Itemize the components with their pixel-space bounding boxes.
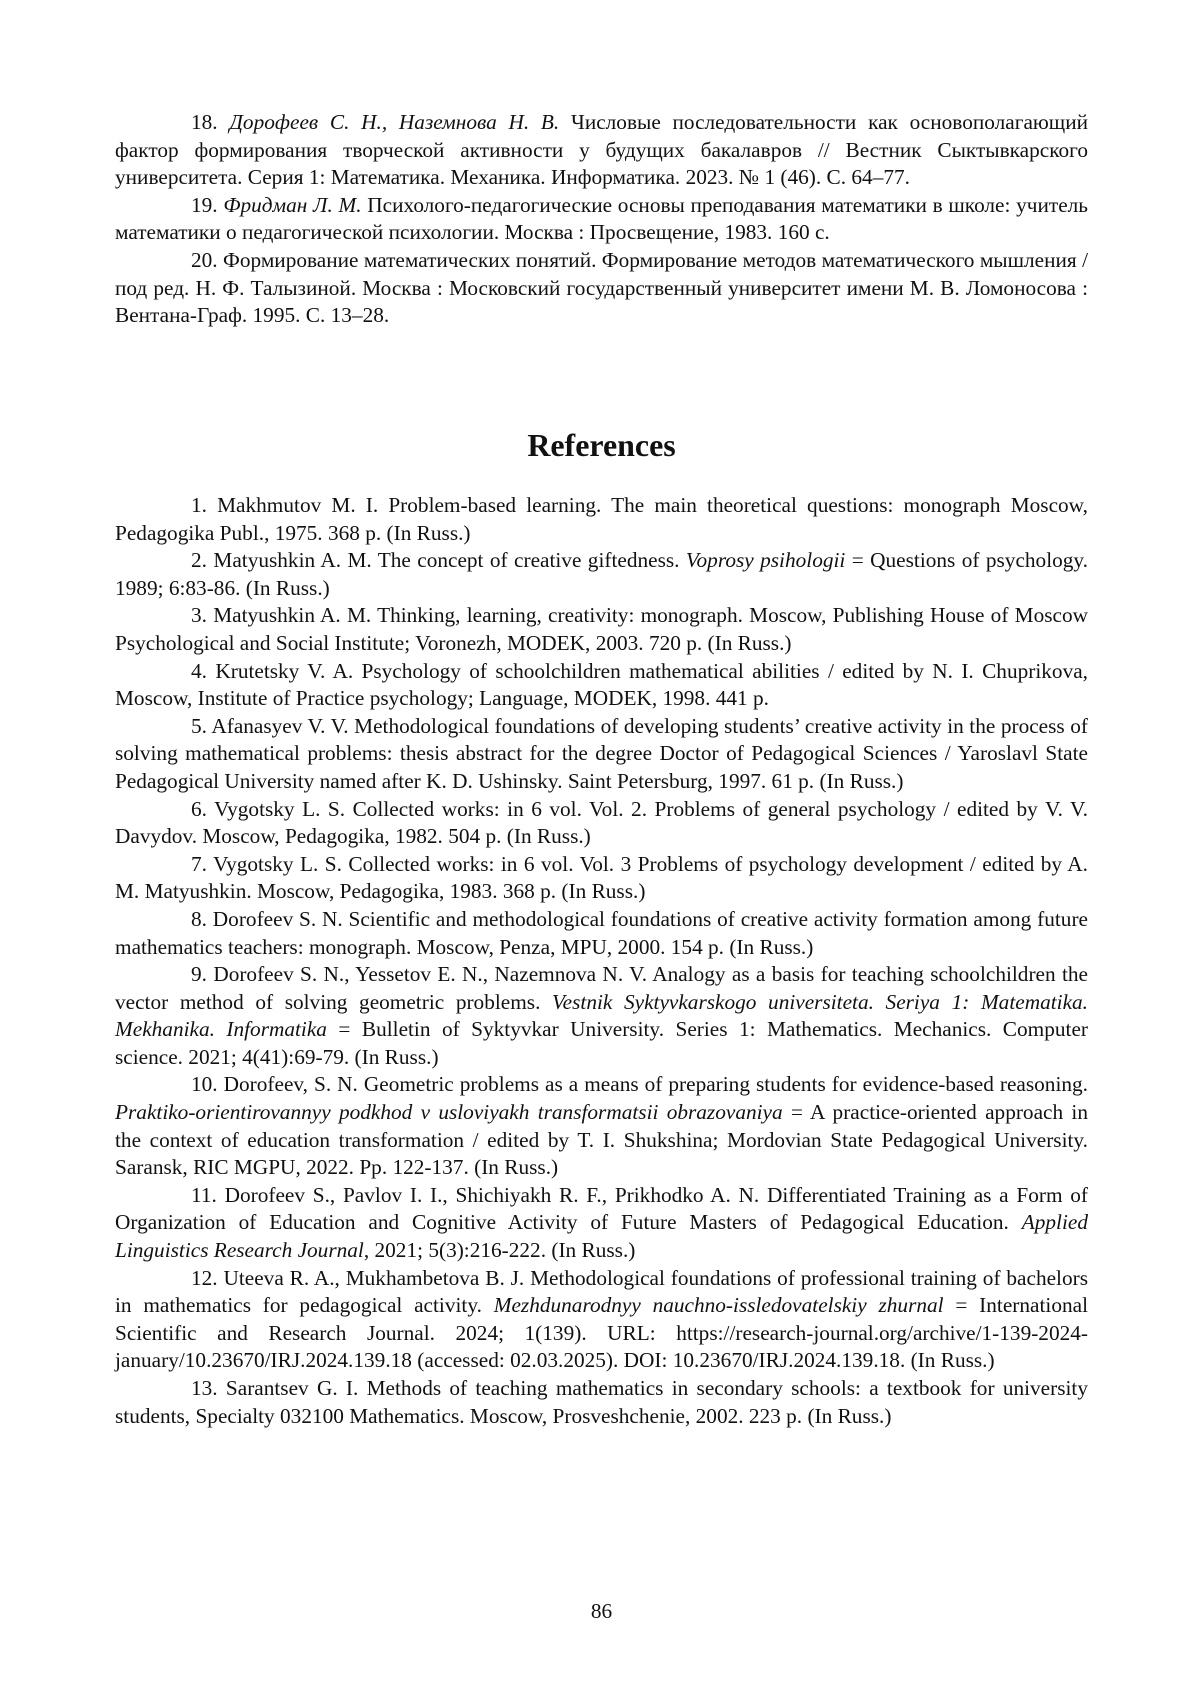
- reference-text: Uteeva R. A., Mukhambetova B. J. Methodological foundations of professional training of bachelors in mathematics for pedagogical activity.: [115, 1265, 1088, 1318]
- reference-en-8: [115, 906, 1088, 961]
- reference-italic: Mezhdunarodnyy nauchno-issledovatelskiy zhurnal: [493, 1293, 944, 1318]
- reference-en-1: [115, 492, 1088, 547]
- reference-text: Dorofeev S., Pavlov I. I., Shichiyakh R. F., Prikhodko A. N. Differentiated Training as a Form of Organization of Education and Cognitive Activity of Future Masters of Pedagogical Education.: [115, 1182, 1088, 1235]
- reference-number: 2.: [191, 548, 207, 573]
- reference-en-7: [115, 851, 1088, 906]
- reference-text: Vygotsky L. S. Collected works: in 6 vol. Vol. 2. Problems of general psychology / edited by V. V. Davydov. Moscow, Pedagogika, 1982. 504 p. (In Russ.): [115, 796, 1088, 849]
- reference-authors: Дорофеев С. Н., Наземнова Н. В.: [229, 110, 560, 134]
- reference-en-10: [115, 1071, 1088, 1181]
- reference-text: Sarantsev G. I. Methods of teaching mathematics in secondary schools: a textbook for university students, Specialty 032100 Mathematics. Moscow, Prosveshchenie, 2002. 223 p. (In Russ.): [115, 1376, 1088, 1428]
- reference-italic: Praktiko-orientirovannyy podkhod v usloviyakh transformatsii obrazovaniya: [115, 1100, 783, 1125]
- reference-number: 12.: [191, 1265, 218, 1290]
- reference-text-after: = International Scientific and Research Journal. 2024; 1(139). URL: https://research-journal.org/archive/1-139-2024-january/10.23670/IRJ.2024.139.18 (accessed: 02.03.2025). DOI: 10.23670/IRJ.2024.139.18. (In Russ.): [115, 1293, 1088, 1373]
- references-heading: References: [527, 428, 676, 463]
- reference-text: Dorofeev, S. N. Geometric problems as a means of preparing students for evidence-based reasoning.: [223, 1072, 1088, 1097]
- reference-number: 8.: [191, 906, 207, 931]
- reference-en-11: [115, 1182, 1088, 1265]
- reference-text: Формирование математических понятий. Формирование методов математического мышления / под ред. Н. Ф. Талызиной. Москва : Московский государственный университет имени М. В. Ломоносова : Вентана-Граф. 1995. С. 13–28.: [115, 247, 1089, 328]
- reference-number: 6.: [191, 796, 207, 821]
- reference-en-3: [115, 602, 1088, 657]
- reference-number: 7.: [191, 851, 207, 876]
- reference-number: 9.: [191, 962, 207, 987]
- reference-text: Krutetsky V. A. Psychology of schoolchildren mathematical abilities / edited by N. I. Chuprikova, Moscow, Institute of Practice psychology; Language, MODEK, 1998. 441 p.: [115, 658, 1088, 711]
- reference-en-5: [115, 713, 1088, 796]
- reference-number: 18.: [191, 110, 218, 134]
- reference-en-12: [115, 1265, 1088, 1375]
- reference-number: 13.: [191, 1376, 218, 1400]
- reference-en-4: [115, 658, 1088, 713]
- reference-text-after: = A practice-oriented approach in the context of education transformation / edited by T. I. Shukshina; Mordovian State Pedagogical University. Saransk, RIC MGPU, 2022. Pp. 122-137. (In Russ.): [115, 1100, 1088, 1180]
- reference-text: Matyushkin A. M. Thinking, learning, creativity: monograph. Moscow, Publishing House of Moscow Psychological and Social Institute; Voronezh, MODEK, 2003. 720 p. (In Russ.): [115, 603, 1088, 655]
- reference-number: 3.: [191, 603, 207, 628]
- reference-number: 11.: [191, 1182, 217, 1207]
- reference-number: 10.: [191, 1072, 218, 1097]
- reference-italic: Voprosy psihologii: [685, 548, 846, 573]
- reference-ru-19: [115, 192, 1088, 247]
- reference-text: Числовые последовательности как основополагающий фактор формирования творческой активности у будущих бакалавров // Вестник Сыктывкарского университета. Серия 1: Математика. Механика. Информатика. 2023. № 1 (46). С. 64–77.: [115, 110, 1089, 190]
- reference-text: Afanasyev V. V. Methodological foundations of developing students’ creative activity in the process of solving mathematical problems: thesis abstract for the degree Doctor of Pedagogical Sciences / Yaroslavl State Pedagogical University named after K. D. Ushinsky. Saint Petersburg, 1997. 61 p. (In Russ.): [115, 713, 1088, 793]
- reference-number: 19.: [191, 192, 218, 217]
- reference-text: Matyushkin A. M. The concept of creative giftedness.: [213, 548, 686, 573]
- reference-en-2: [115, 547, 1088, 602]
- reference-number: 5.: [191, 713, 207, 738]
- russian-reference-list: [115, 109, 1088, 330]
- reference-text: Психолого-педагогические основы преподавания математики в школе: учитель математики о педагогической психологии. Москва : Просвещение, 1983. 160 с.: [115, 192, 1088, 245]
- reference-en-9: [115, 961, 1088, 1071]
- reference-number: 4.: [191, 658, 207, 683]
- page-number: 86: [590, 1599, 613, 1623]
- reference-authors: Фридман Л. М.: [223, 192, 362, 217]
- reference-italic: Vestnik Syktyvkarskogo universiteta. Seriya 1: Matematika. Mekhanika. Informatika: [115, 989, 1088, 1042]
- reference-text: Dorofeev S. N. Scientific and methodological foundations of creative activity formation among future mathematics teachers: monograph. Moscow, Penza, MPU, 2000. 154 p. (In Russ.): [115, 906, 1088, 959]
- reference-ru-18: [115, 109, 1088, 192]
- reference-text-after: = Questions of psychology. 1989; 6:83-86. (In Russ.): [115, 548, 1089, 600]
- reference-ru-20: [115, 247, 1088, 330]
- reference-text-after: , 2021; 5(3):216-222. (In Russ.): [363, 1238, 636, 1263]
- reference-text: Dorofeev S. N., Yessetov E. N., Nazemnova N. V. Analogy as a basis for teaching schoolchildren the vector method of solving geometric problems.: [115, 962, 1088, 1014]
- reference-en-13: [115, 1375, 1088, 1430]
- reference-en-6: [115, 796, 1088, 851]
- reference-number: 1.: [191, 493, 207, 517]
- reference-italic: Applied Linguistics Research Journal: [115, 1210, 1088, 1263]
- reference-text: Vygotsky L. S. Collected works: in 6 vol. Vol. 3 Problems of psychology development / edited by A. M. Matyushkin. Moscow, Pedagogika, 1983. 368 p. (In Russ.): [115, 851, 1088, 904]
- reference-text: Makhmutov M. I. Problem-based learning. The main theoretical questions: monograph Moscow, Pedagogika Publ., 1975. 368 p. (In Russ.): [115, 493, 1088, 545]
- reference-text-after: = Bulletin of Syktyvkar University. Series 1: Mathematics. Mechanics. Computer science. 2021; 4(41):69-79. (In Russ.): [115, 1017, 1088, 1069]
- english-reference-list: [115, 492, 1088, 1430]
- reference-number: 20.: [191, 247, 218, 272]
